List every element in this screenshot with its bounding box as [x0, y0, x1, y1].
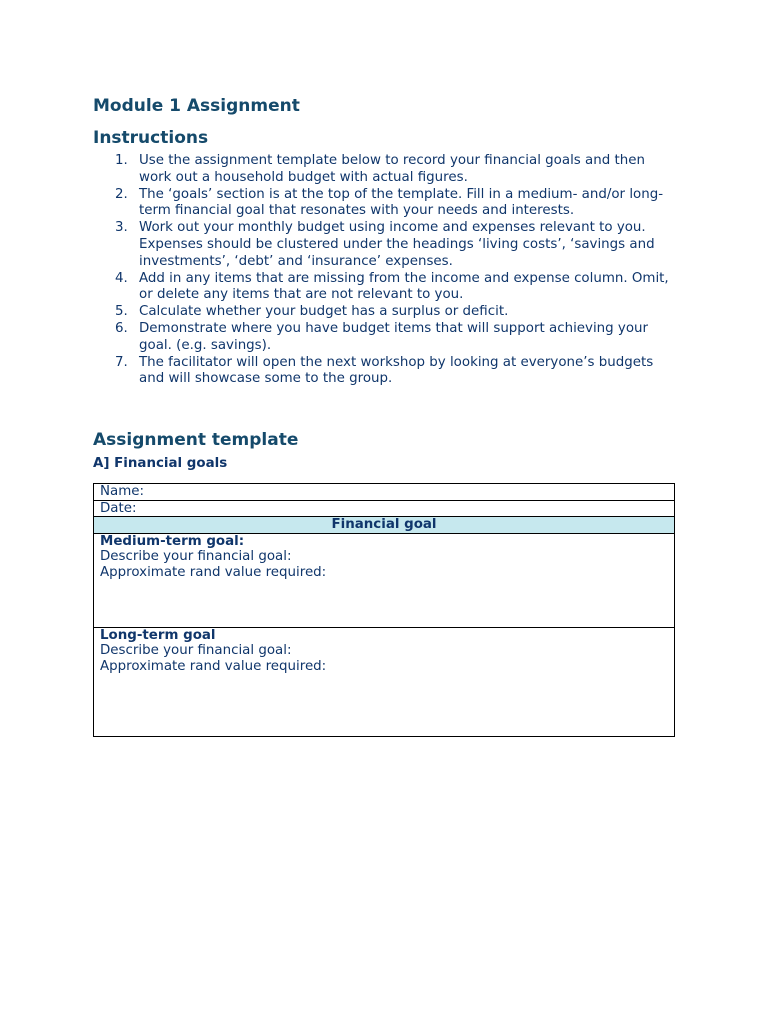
list-item	[93, 271, 673, 305]
date-label: Date:	[100, 500, 137, 516]
instructions-heading: Instructions	[93, 128, 209, 148]
list-item-number: 7.	[115, 354, 128, 370]
list-item	[93, 304, 673, 321]
name-field[interactable]	[94, 484, 675, 501]
financial-goals-table	[93, 483, 675, 737]
list-item-number: 5.	[115, 304, 128, 320]
list-item	[93, 220, 673, 270]
list-item-text: Use the assignment template below to record your financial goals and then work out a household budget with actual figures.	[139, 153, 645, 185]
assignment-template-heading: Assignment template	[93, 430, 299, 450]
list-item	[93, 321, 673, 355]
list-item-text: Add in any items that are missing from the income and expense column. Omit, or delete any items that are not relevant to you.	[139, 270, 669, 303]
list-item-text: Work out your monthly budget using income and expenses relevant to you. Expenses should be clustered under the headings ‘living costs’, ‘savings and investments’, ‘debt’ and ‘insurance’ expenses.	[139, 220, 655, 269]
list-item-text: The ‘goals’ section is at the top of the template. Fill in a medium- and/or long-term financial goal that resonates with your needs and interests.	[139, 186, 664, 219]
long-term-value-label: Approximate rand value required:	[100, 658, 327, 674]
date-field[interactable]	[94, 500, 675, 517]
name-label: Name:	[100, 484, 145, 499]
long-term-goal-cell[interactable]	[94, 627, 675, 736]
list-item-number: 6.	[115, 320, 128, 336]
list-item	[93, 187, 673, 221]
medium-term-goal-cell[interactable]	[94, 533, 675, 627]
list-item	[93, 355, 673, 389]
medium-term-describe-label: Describe your financial goal:	[100, 549, 292, 564]
list-item-text: Demonstrate where you have budget items that will support achieving your goal. (e.g. savings).	[139, 320, 649, 353]
long-term-goal-title: Long-term goal	[100, 627, 216, 643]
list-item-number: 2.	[115, 186, 128, 202]
table-header: Financial goal	[94, 517, 675, 534]
list-item-number: 4.	[115, 270, 128, 286]
list-item-text: Calculate whether your budget has a surplus or deficit.	[139, 304, 509, 320]
section-a-heading: A] Financial goals	[93, 456, 228, 471]
page-title: Module 1 Assignment	[93, 96, 300, 116]
long-term-describe-label: Describe your financial goal:	[100, 643, 292, 658]
medium-term-value-label: Approximate rand value required:	[100, 564, 327, 580]
list-item	[93, 153, 673, 187]
list-item-text: The facilitator will open the next workshop by looking at everyone’s budgets and will showcase some to the group.	[139, 354, 654, 387]
instructions-list	[93, 153, 673, 388]
list-item-number: 3.	[115, 220, 128, 236]
medium-term-goal-title: Medium-term goal:	[100, 533, 245, 549]
list-item-number: 1.	[115, 153, 128, 168]
